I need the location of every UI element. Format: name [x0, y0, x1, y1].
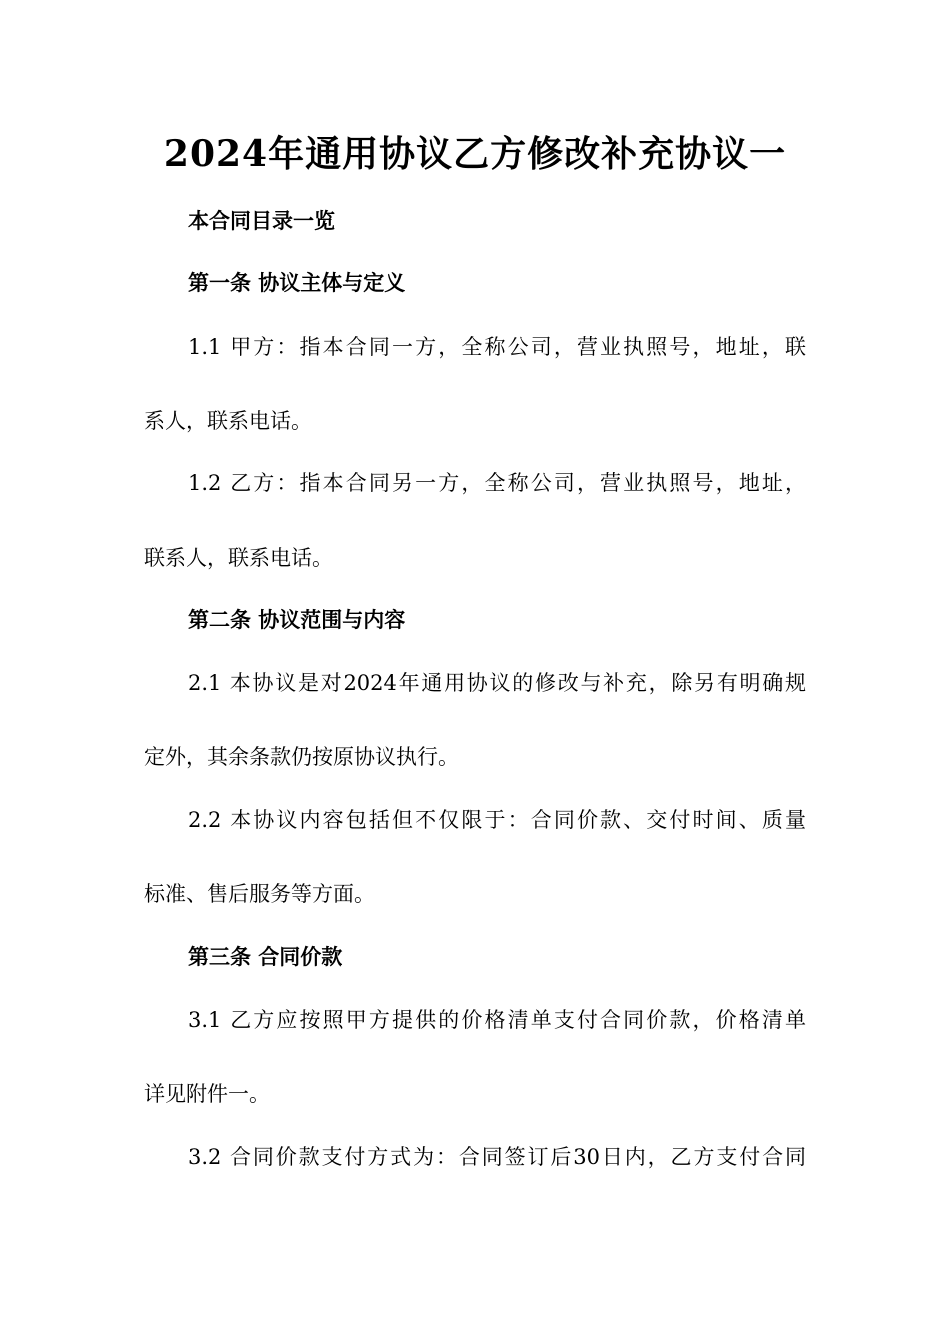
clause-line: 系人，联系电话。: [144, 409, 312, 433]
clause-line: 2.2 本协议内容包括但不仅限于：合同价款、交付时间、质量: [188, 808, 806, 832]
article-heading: 第二条 协议范围与内容: [188, 607, 406, 632]
clause-line: 标准、售后服务等方面。: [144, 882, 375, 906]
clause-line: 定外，其余条款仍按原协议执行。: [144, 745, 459, 769]
document-title: 2024年通用协议乙方修改补充协议一: [163, 133, 787, 175]
clause-line: 联系人，联系电话。: [144, 546, 333, 570]
clause-line: 1.2 乙方：指本合同另一方，全称公司，营业执照号，地址，: [188, 471, 806, 495]
toc-heading: 本合同目录一览: [188, 208, 335, 233]
clause-line: 1.1 甲方：指本合同一方，全称公司，营业执照号，地址，联: [188, 335, 806, 359]
clause-line: 3.2 合同价款支付方式为：合同签订后30日内，乙方支付合同: [188, 1145, 806, 1169]
article-heading: 第三条 合同价款: [188, 944, 343, 969]
article-heading: 第一条 协议主体与定义: [188, 270, 406, 295]
clause-line: 2.1 本协议是对2024年通用协议的修改与补充，除另有明确规: [188, 671, 806, 695]
clause-line: 3.1 乙方应按照甲方提供的价格清单支付合同价款，价格清单: [188, 1008, 806, 1032]
clause-line: 详见附件一。: [144, 1082, 270, 1106]
